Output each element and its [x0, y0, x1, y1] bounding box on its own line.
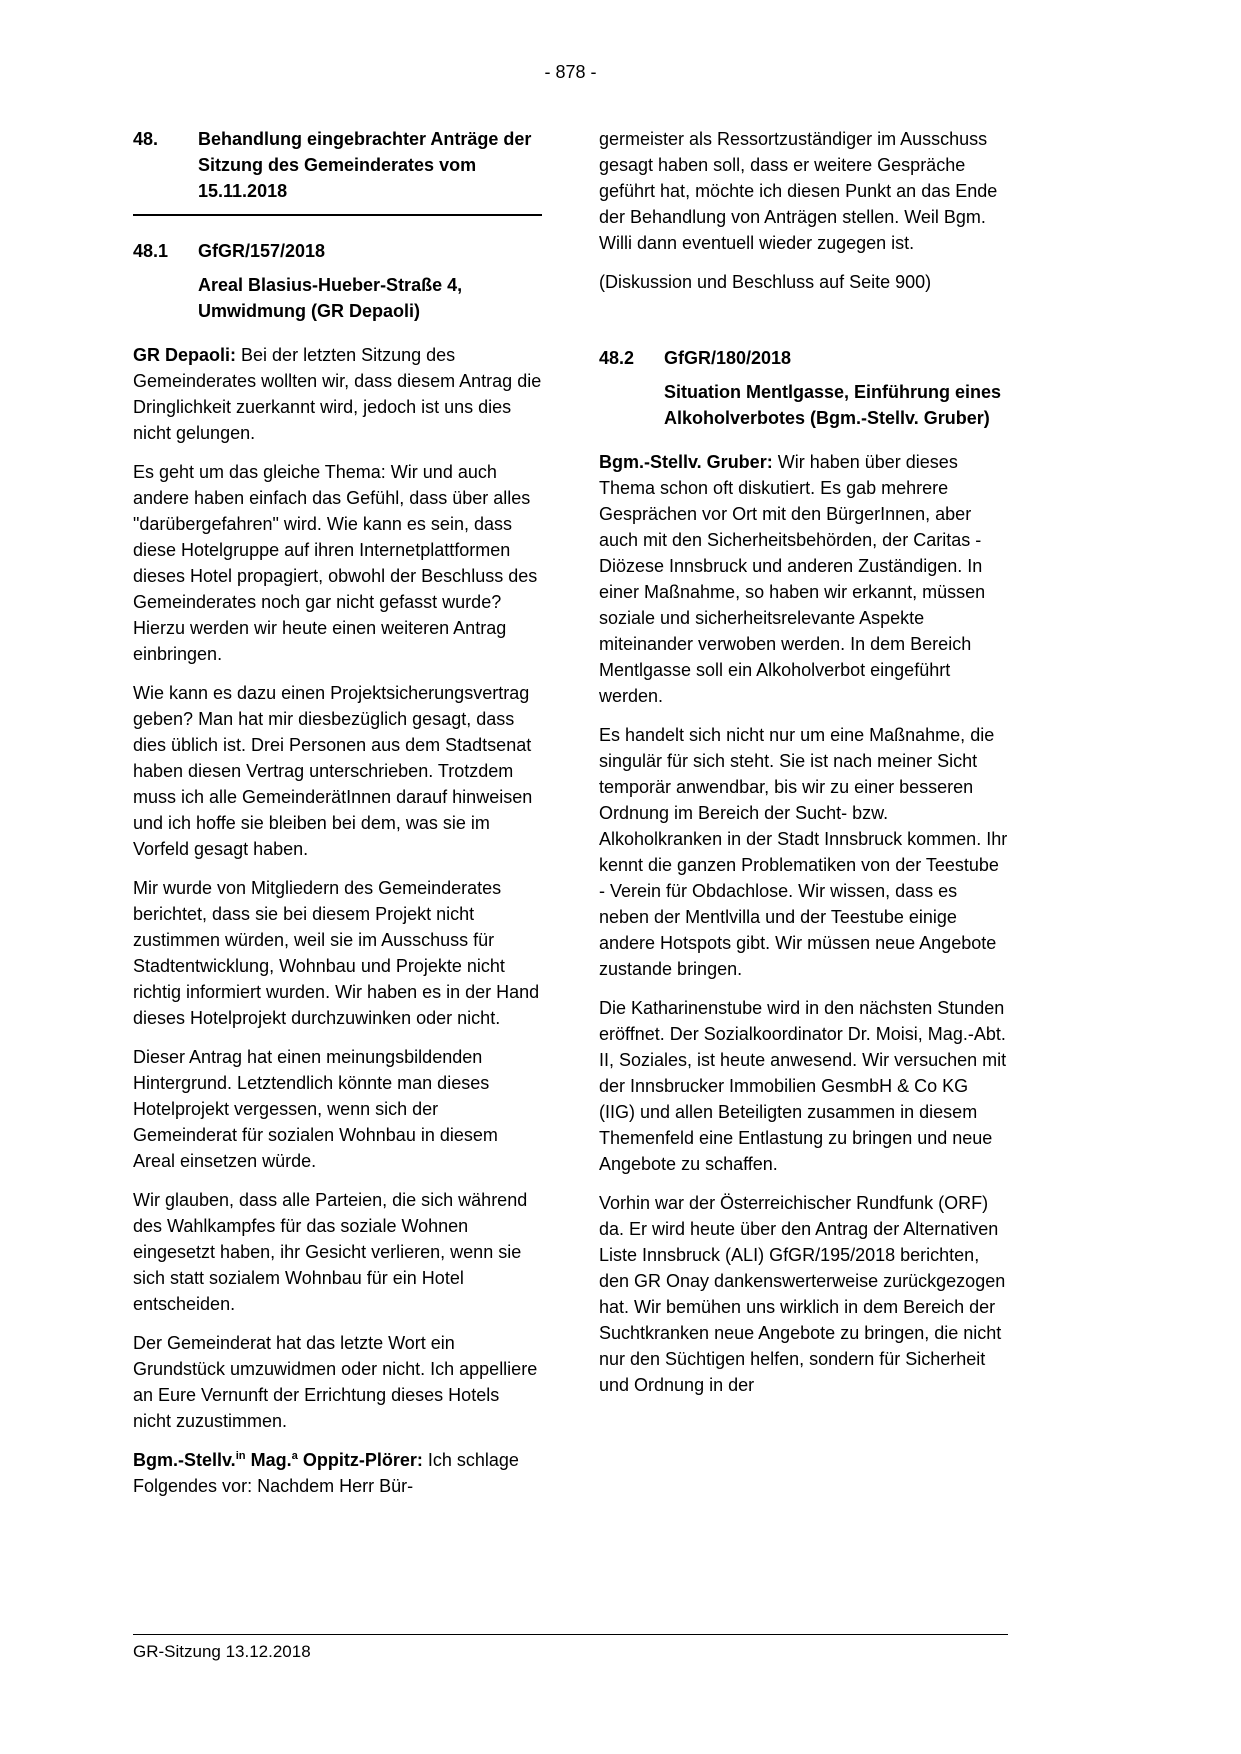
left-column: [133, 126, 542, 1512]
paragraph: [599, 722, 1008, 982]
paragraph-text: Ich schlage Folgendes vor: Nachdem Herr Bür-: [133, 1450, 519, 1496]
page-number: - 878 -: [544, 62, 597, 82]
paragraph-text: Es geht um das gleiche Thema: Wir und auch andere haben einfach das Gefühl, dass über alles "darübergefahren" wird. Wie kann es sein, dass diese Hotelgruppe auf ihren Internetplattformen dieses Hotel propagiert, obwohl der Beschluss des Gemeinderates noch gar nicht gefasst wurde? Hierzu werden wir heute einen weiteren Antrag einbringen.: [133, 462, 538, 664]
section-48-heading: [133, 126, 542, 216]
paragraph: [133, 680, 542, 862]
paragraph-text: Dieser Antrag hat einen meinungsbildenden Hintergrund. Letztendlich könnte man dieses Hotelprojekt vergessen, wenn sich der Gemeinderat für sozialen Wohnbau in diesem Areal einsetzen würde.: [133, 1047, 498, 1171]
paragraph-continuation: [599, 126, 1008, 256]
section-48-2-code: GfGR/180/2018: [664, 348, 792, 368]
paragraph-text: Bei der letzten Sitzung des Gemeinderates wollten wir, dass diesem Antrag die Dringlichkeit zuerkannt wird, jedoch ist uns dies nicht gelungen.: [133, 345, 542, 443]
section-48-title: Behandlung eingebrachter Anträge der Sitzung des Gemeinderates vom 15.11.2018: [198, 129, 532, 201]
paragraph-text: Es handelt sich nicht nur um eine Maßnahme, die singulär für sich steht. Sie ist nach meiner Sicht temporär anwendbar, bis wir zu einer besseren Ordnung im Bereich der Sucht- bzw. Alkoholkranken in der Stadt Innsbruck kommen. Ihr kennt die ganzen Problematiken von der Teestube - Verein für Obdachlose. Wir wissen, dass es neben der Mentlvilla und der Teestube einige andere Hotspots gibt. Wir müssen neue Angebote zustande bringen.: [599, 725, 1008, 979]
superscript: in: [235, 1450, 246, 1462]
paragraph-text: Wie kann es dazu einen Projektsicherungsvertrag geben? Man hat mir diesbezüglich gesagt, dass dies üblich ist. Drei Personen aus dem Stadtsenat haben diesen Vertrag unterschrieben. Trotzdem muss ich alle GemeinderätInnen darauf hinweisen und ich hoffe sie bleiben bei dem, was sie im Vorfeld gesagt haben.: [133, 683, 533, 859]
paragraph: [599, 1190, 1008, 1398]
paragraph: [133, 1330, 542, 1434]
paragraph: [133, 1044, 542, 1174]
section-48-1-heading: [133, 238, 542, 264]
paragraph: [599, 995, 1008, 1177]
paragraph-text: Die Katharinenstube wird in den nächsten Stunden eröffnet. Der Sozialkoordinator Dr. Moisi, Mag.-Abt. II, Soziales, ist heute anwesend. Wir versuchen mit der Innsbrucker Immobilien GesmbH & Co KG (IIG) und allen Beteiligten zusammen in diesem Themenfeld eine Entlastung zu bringen und neue Angebote zu schaffen.: [599, 998, 1007, 1174]
section-48-number: 48.: [133, 129, 159, 149]
paragraph-text: (Diskussion und Beschluss auf Seite 900): [599, 272, 932, 292]
paragraph: [599, 449, 1008, 709]
paragraph: [133, 1447, 542, 1499]
section-48-1-code: GfGR/157/2018: [198, 241, 326, 261]
section-48-2-number: 48.2: [599, 348, 635, 368]
paragraph-text: germeister als Ressortzuständiger im Ausschuss gesagt haben soll, dass er weitere Gespräche geführt hat, möchte ich diesen Punkt an das Ende der Behandlung von Anträgen stellen. Weil Bgm. Willi dann eventuell wieder zugegen ist.: [599, 129, 998, 253]
right-column: [599, 126, 1008, 1512]
paragraph-text: Der Gemeinderat hat das letzte Wort ein Grundstück umzuwidmen oder nicht. Ich appelliere an Eure Vernunft der Errichtung dieses Hotels nicht zuzustimmen.: [133, 1333, 538, 1431]
paragraph-text: Mir wurde von Mitgliedern des Gemeinderates berichtet, dass sie bei diesem Projekt nicht zustimmen würden, weil sie im Ausschuss für Stadtentwicklung, Wohnbau und Projekte nicht richtig informiert wurden. Wir haben es in der Hand dieses Hotelprojekt durchzuwinken oder nicht.: [133, 878, 540, 1028]
paragraph: [133, 875, 542, 1031]
section-48-2-heading: [599, 345, 1008, 371]
speaker-name: GR Depaoli:: [133, 345, 237, 365]
page-footer: [133, 1634, 1008, 1662]
discussion-note: [599, 269, 1008, 295]
paragraph: [133, 1187, 542, 1317]
speaker-name: Bgm.-Stellv. Gruber:: [599, 452, 773, 472]
footer-text: GR-Sitzung 13.12.2018: [133, 1642, 311, 1661]
paragraph-text: Vorhin war der Österreichischer Rundfunk (ORF) da. Er wird heute über den Antrag der Alternativen Liste Innsbruck (ALI) GfGR/195/2018 berichten, den GR Onay dankenswerterweise zurückgezogen hat. Wir bemühen uns wirklich in dem Bereich der Suchtkranken neue Angebote zu bringen, die nicht nur den Süchtigen helfen, sondern für Sicherheit und Ordnung in der: [599, 1193, 1006, 1395]
paragraph: [133, 459, 542, 667]
section-48-2-subtitle: Situation Mentlgasse, Einführung eines Alkoholverbotes (Bgm.-Stellv. Gruber): [664, 382, 1002, 428]
content-columns: [133, 126, 1008, 1512]
section-48-1-number: 48.1: [133, 241, 169, 261]
paragraph: [133, 342, 542, 446]
paragraph-text: Wir haben über dieses Thema schon oft diskutiert. Es gab mehrere Gesprächen vor Ort mit den BürgerInnen, aber auch mit den Sicherheitsbehörden, der Caritas - Diözese Innsbruck und anderen Zuständigen. In einer Maßnahme, so haben wir erkannt, müssen soziale und sicherheitsrelevante Aspekte miteinander verwoben werden. In dem Bereich Mentlgasse soll ein Alkoholverbot eingeführt werden.: [599, 452, 986, 706]
superscript: a: [291, 1450, 298, 1462]
section-48-1-subtitle: Areal Blasius-Hueber-Straße 4, Umwidmung (GR Depaoli): [198, 275, 463, 321]
paragraph-text: Wir glauben, dass alle Parteien, die sich während des Wahlkampfes für das soziale Wohnen eingesetzt haben, ihr Gesicht verlieren, wenn sie sich statt sozialem Wohnbau für ein Hotel entscheiden.: [133, 1190, 528, 1314]
speaker-name: Bgm.-Stellv.$^{in}$ Mag.$^a$ Oppitz-Plörer:: [133, 1450, 423, 1470]
